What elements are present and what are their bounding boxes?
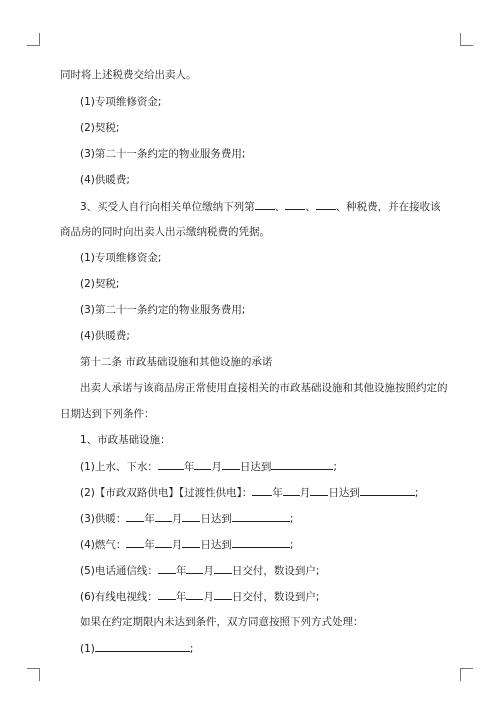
- list-item: (4)供暖费;: [80, 174, 130, 186]
- fill-blank: [155, 511, 172, 522]
- text-span: 日交付，数设到户;: [231, 565, 320, 577]
- separator: 、: [274, 201, 286, 213]
- list-item: (3)第二十一条约定的物业服务费用;: [80, 304, 246, 316]
- fill-blank: [271, 459, 333, 470]
- text-span: 日达到: [200, 539, 232, 551]
- text-line: 商品房的同时向出卖人出示缴纳税费的凭据。: [60, 226, 270, 238]
- fill-blank: [158, 589, 176, 600]
- fill-blank: [194, 459, 211, 470]
- crop-mark-top-left: [27, 33, 40, 46]
- text-span: 月: [171, 513, 183, 525]
- text-line: 出卖人承诺与该商品房正常使用直接相关的市政基础设施和其他设施按照约定的: [80, 382, 448, 394]
- fill-blank: [310, 485, 328, 496]
- text-line: 1、市政基础设施：: [80, 434, 171, 446]
- text-span: ;: [289, 539, 294, 551]
- fill-blank: [126, 537, 144, 548]
- text-span: 日达到: [328, 487, 360, 499]
- text-span: (3)供暖：: [80, 513, 127, 525]
- text-span: 、种税费，并在接收该: [335, 201, 441, 213]
- text-span: (1): [80, 643, 95, 655]
- text-span: 3、买受人自行向相关单位缴纳下列第: [80, 201, 255, 213]
- facility-power-line: [80, 485, 418, 500]
- fill-blank: [232, 537, 290, 548]
- text-span: 日达到: [200, 513, 232, 525]
- text-span: 年: [144, 539, 155, 551]
- section-heading: 第十二条 市政基础设施和其他设施的承诺: [80, 356, 273, 368]
- facility-heating-line: [80, 511, 293, 526]
- text-span: ;: [189, 643, 194, 655]
- facility-cable-tv-line: [80, 589, 319, 604]
- fill-blank: [158, 459, 184, 470]
- text-span: 日交付，数设到户;: [231, 591, 320, 603]
- fill-blank: [155, 537, 172, 548]
- fill-blank: [186, 563, 203, 574]
- separator: 、: [305, 201, 316, 213]
- fill-blank: [214, 589, 232, 600]
- list-item: (2)契税;: [80, 278, 120, 290]
- fill-blank: [232, 511, 290, 522]
- fill-blank: [316, 199, 336, 210]
- text-span: 月: [171, 539, 183, 551]
- text-span: (5)电话通信线：: [80, 565, 158, 577]
- crop-mark-bottom-left: [27, 668, 40, 681]
- text-span: 年: [144, 513, 155, 525]
- text-span: 年: [175, 591, 187, 603]
- list-item: (1)专项维修资金;: [80, 252, 162, 264]
- list-item: [80, 641, 193, 656]
- fill-blank: [255, 199, 275, 210]
- fill-blank: [252, 485, 272, 496]
- list-item: (3)第二十一条约定的物业服务费用;: [80, 148, 246, 160]
- text-span: (4)燃气：: [80, 539, 127, 551]
- text-line: 同时将上述税费交给出卖人。: [60, 69, 197, 81]
- fill-blank: [126, 511, 144, 522]
- text-span: (2)【市政双路供电】【过渡性供电】：: [80, 487, 253, 499]
- fill-blank: [222, 459, 240, 470]
- facility-phone-line: [80, 563, 319, 578]
- text-span: 月: [203, 565, 214, 577]
- text-span: 日达到: [239, 461, 272, 473]
- list-item: (4)供暖费;: [80, 330, 130, 342]
- text-span: 月: [211, 461, 222, 473]
- fill-blank: [158, 563, 176, 574]
- list-item: (2)契税;: [80, 122, 120, 134]
- crop-mark-bottom-right: [460, 668, 473, 681]
- text-line: 日期达到下列条件：: [60, 408, 155, 420]
- list-item: (1)专项维修资金;: [80, 96, 162, 108]
- crop-mark-top-right: [460, 33, 473, 46]
- text-span: (1)上水、下水：: [80, 461, 158, 473]
- facility-water-line: [80, 459, 337, 474]
- fill-blank: [95, 641, 190, 652]
- text-line: 如果在约定期限内未达到条件，双方同意按照下列方式处理：: [80, 616, 364, 628]
- fill-blank: [182, 537, 200, 548]
- fill-blank: [360, 485, 415, 496]
- text-span: 年: [183, 461, 195, 473]
- fill-blank: [182, 511, 200, 522]
- text-span: 年: [272, 487, 283, 499]
- text-span: ;: [414, 487, 419, 499]
- fill-blank: [214, 563, 232, 574]
- fill-blank: [186, 589, 203, 600]
- text-span: ;: [289, 513, 294, 525]
- text-span: (6)有线电视线：: [80, 591, 158, 603]
- text-span: 年: [175, 565, 187, 577]
- clause-3-line: [80, 199, 441, 214]
- fill-blank: [285, 199, 305, 210]
- text-span: 月: [203, 591, 214, 603]
- text-span: 月: [299, 487, 311, 499]
- fill-blank: [283, 485, 300, 496]
- text-span: ;: [333, 461, 337, 473]
- facility-gas-line: [80, 537, 293, 552]
